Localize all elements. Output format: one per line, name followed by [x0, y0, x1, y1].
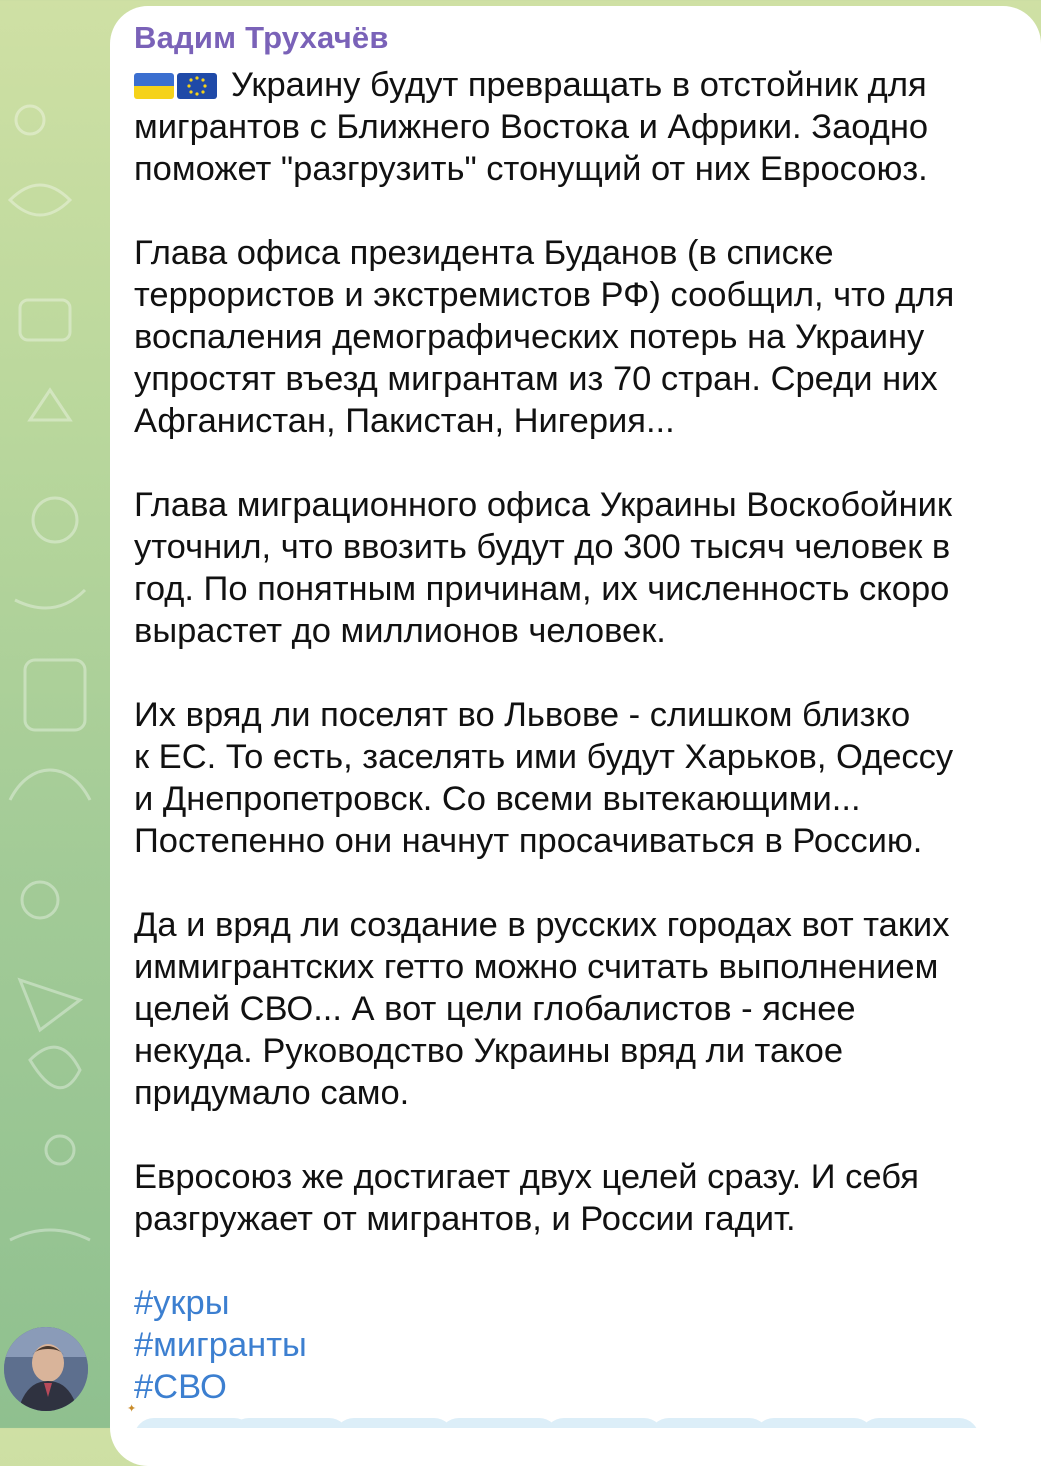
message-paragraph-6: [134, 1156, 1024, 1240]
sender-name[interactable]: Вадим Трухачёв: [134, 20, 389, 55]
message-line: уточнил, что ввозить будут до 300 тысяч человек в: [134, 528, 951, 566]
message-line: Украину будут превращать в отстойник для: [231, 66, 927, 104]
message-line: террористов и экстремистов РФ) сообщил, что для: [134, 276, 955, 314]
eu-flag-icon: [177, 73, 217, 99]
message-line: и Днепропетровск. Со всеми вытекающими...: [134, 780, 861, 818]
reaction-pill[interactable]: [334, 1418, 454, 1428]
message-line: Евросоюз же достигает двух целей сразу. И себя: [134, 1158, 919, 1196]
reaction-pill[interactable]: [544, 1418, 664, 1428]
reaction-bar: [134, 1418, 1034, 1428]
message-line: воспаления демографических потерь на Украину: [134, 318, 925, 356]
message-line: Постепенно они начнут просачиваться в Россию.: [134, 822, 923, 860]
message-line: упростят въезд мигрантам из 70 стран. Среди них: [134, 360, 938, 398]
hashtag-link[interactable]: #мигранты: [134, 1326, 307, 1364]
message-line: иммигрантских гетто можно считать выполнением: [134, 948, 939, 986]
sparkle-icon: ✦: [127, 1403, 137, 1415]
message-line: мигрантов с Ближнего Востока и Африки. Заодно: [134, 108, 929, 146]
message-paragraph-2: [134, 232, 1024, 442]
message-line: к ЕС. То есть, заселять ими будут Харьков, Одессу: [134, 738, 954, 776]
message-paragraph-3: [134, 484, 1024, 652]
reaction-pill[interactable]: [439, 1418, 559, 1428]
message-paragraph-1: [134, 64, 1024, 190]
message-line: Глава офиса президента Буданов (в списке: [134, 234, 834, 272]
message-line: некуда. Руководство Украины вряд ли такое: [134, 1032, 844, 1070]
channel-avatar-icon[interactable]: [4, 1327, 88, 1411]
message-line: вырастет до миллионов человек.: [134, 612, 666, 650]
ukraine-flag-icon: [134, 73, 174, 99]
message-line: Да и вряд ли создание в русских городах вот таких: [134, 906, 950, 944]
hashtag-link[interactable]: #СВО: [134, 1368, 227, 1406]
reaction-pill[interactable]: [649, 1418, 769, 1428]
message-line: поможет "разгрузить" стонущий от них Евросоюз.: [134, 150, 928, 188]
reaction-pill[interactable]: [859, 1418, 979, 1428]
message-line: разгружает от мигрантов, и России гадит.: [134, 1200, 796, 1238]
reaction-pill[interactable]: [754, 1418, 874, 1428]
reaction-pill[interactable]: [229, 1418, 349, 1428]
message-text: [134, 64, 1024, 1408]
message-paragraph-4: [134, 694, 1024, 862]
message-line: год. По понятным причинам, их численность скоро: [134, 570, 950, 608]
message-line: Афганистан, Пакистан, Нигерия...: [134, 402, 675, 440]
hashtag-link[interactable]: #укры: [134, 1284, 230, 1322]
message-line: Глава миграционного офиса Украины Воскобойник: [134, 486, 952, 524]
message-line: Их вряд ли поселят во Львове - слишком близко: [134, 696, 911, 734]
hashtag-list: [134, 1282, 1024, 1408]
message-paragraph-5: [134, 904, 1024, 1114]
message-line: целей СВО... А вот цели глобалистов - яснее: [134, 990, 856, 1028]
message-line: придумало само.: [134, 1074, 410, 1112]
